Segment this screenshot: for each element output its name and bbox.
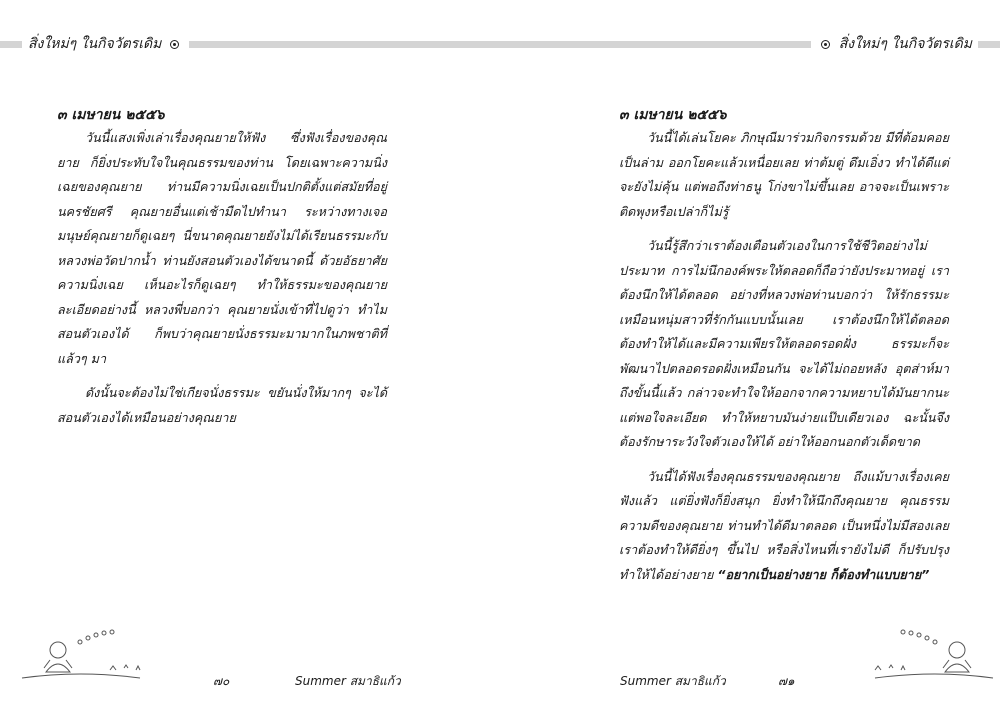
running-header <box>22 33 189 55</box>
entry-body <box>619 126 949 597</box>
entry-date: ๓ เมษายน ๒๕๕๖ <box>619 107 727 123</box>
right-page <box>500 0 1000 707</box>
header-text: สิ่งใหม่ๆ ในกิจวัตรเดิม <box>28 36 162 52</box>
book-title-footer: Summer สมาธิแก้ว <box>295 674 401 688</box>
highlighted-quote: “อยากเป็นอย่างยาย ก็ต้องทำแบบยาย” <box>717 566 930 582</box>
book-title-footer: Summer สมาธิแก้ว <box>620 674 726 688</box>
page-number: ๗๐ <box>213 674 230 688</box>
paragraph: วันนี้รู้สึกว่าเราต้องเตือนตัวเองในการใช้ชีวิตอย่างไม่ประมาท การไม่นึกองค์พระให้ตลอดก็ถือว่ายังประมาทอยู่ เราต้องนึกให้ได้ตลอด อย่างที่หลวงพ่อท่านบอกว่า ให้รักธรรมะเหมือนหนุ่มสาวที่รักกันแบบนั้นเลย เราต้องนึกให้ได้ตลอด ต้องทำให้ได้และมีความเพียรให้ตลอดรอดฝั่ง ธรรมะก็จะพัฒนาไปตลอดรอดฝั่งเหมือนกัน จะได้ไม่ถอยหลัง อุตส่าห์มาถึงขั้นนี้แล้ว กล่าวจะทำใจให้ออกจากความหยาบได้มันยากนะ แต่พอใจละเอียด ทำให้หยาบมันง่ายแป๊บเดียวเอง ฉะนั้นจึงต้องรักษาระวังใจตัวเองให้ได้ อย่าให้ออกนอกตัวเด็ดขาด <box>619 238 949 449</box>
entry-date: ๓ เมษายน ๒๕๕๖ <box>57 107 165 123</box>
page-number: ๗๑ <box>778 674 795 688</box>
paragraph-text: วันนี้ได้ฟังเรื่องคุณธรรมของคุณยาย ถึงแม้บางเรื่องเคยฟังแล้ว แต่ยิ่งฟังก็ยิ่งสนุก ยิ่งทำให้นึกถึงคุณยาย คุณธรรมความดีของคุณยาย ท่านทำได้ดีมาตลอด เป็นหนึ่งไม่มีสองเลย เราต้องทำให้ดียิ่งๆ ขึ้นไป หรือสิ่งไหนที่เรายังไม่ดี ก็ปรับปรุง ทำให้ได้อย่างยาย <box>619 468 949 582</box>
target-bullet-icon <box>170 40 179 49</box>
target-bullet-icon <box>821 40 830 49</box>
entry-body <box>57 126 387 440</box>
paragraph: ดังนั้นจะต้องไม่ใช่เกียจนั่งธรรมะ ขยันนั่งให้มากๆ จะได้สอนตัวเองได้เหมือนอย่างคุณยาย <box>57 385 387 425</box>
monk-meditating-doodle <box>845 620 995 690</box>
paragraph <box>619 465 949 588</box>
monk-meditating-doodle <box>20 620 170 690</box>
paragraph: วันนี้แสงเพิ่งเล่าเรื่องคุณยายให้ฟัง ซึ่งฟังเรื่องของคุณยาย ก็ยิ่งประทับใจในคุณธรรมของท่าน โดยเฉพาะความนิ่งเฉยของคุณยาย ท่านมีความนิ่งเฉยเป็นปกติตั้งแต่สมัยที่อยู่นครชัยศรี คุณยายอื่นแต่เช้ามืดไปทำนา ระหว่างทางเจอมนุษย์คุณยายก็ดูเฉยๆ นี่ขนาดคุณยายยังไม่ได้เรียนธรรมะกับหลวงพ่อวัดปากน้ำ ท่านยังสอนตัวเองได้ขนาดนี้ ด้วยอัธยาศัยความนิ่งเฉย เห็นอะไรก็ดูเฉยๆ ทำให้ธรรมะของคุณยายละเอียดอย่างนี้ หลวงพี่บอกว่า คุณยายนั่งเข้าที่ไปดูว่า ทำไมสอนตัวเองได้ ก็พบว่าคุณยายนั่งธรรมะมามากในภพชาติที่แล้วๆ มา <box>57 130 387 366</box>
running-header <box>811 33 978 55</box>
paragraph: วันนี้ได้เล่นโยคะ ภิกษุณีมาร่วมกิจกรรมด้วย มีที่ต้อมคอยเป็นล่าม ออกโยคะแล้วเหนื่อยเลย ท่าต้มตู่ ดึมเอิ่งว ทำได้ดีแต่จะยังไม่คุ้น แต่พอถึงท่าธนู โก่งขาไม่ขึ้นเลย อาจจะเป็นเพราะติดพุงหรือเปล่าก็ไม่รู้ <box>619 130 949 219</box>
header-text: สิ่งใหม่ๆ ในกิจวัตรเดิม <box>838 36 972 52</box>
